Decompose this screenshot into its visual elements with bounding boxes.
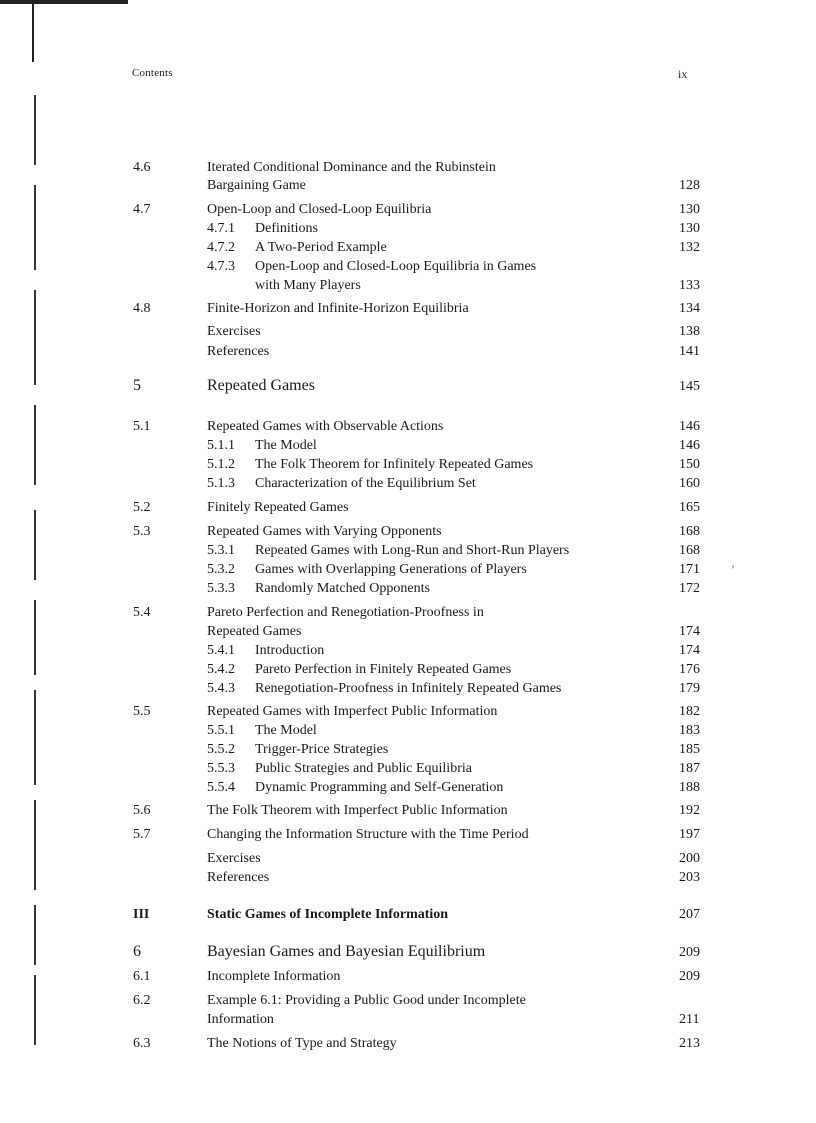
section-number: 5.5 <box>133 704 151 719</box>
subsection-number: 5.3.2 <box>207 562 235 577</box>
subsection-title: Trigger-Price Strategies <box>255 742 389 757</box>
toc-page-number: 174 <box>679 643 700 658</box>
scan-margin-line <box>34 975 36 1045</box>
toc-page-number: 138 <box>679 324 700 339</box>
subsection-title: Repeated Games with Long-Run and Short-Run Players <box>255 543 570 558</box>
exercises-entry: Exercises <box>207 851 261 866</box>
stray-mark: ’ <box>731 562 735 576</box>
section-number: 5.1 <box>133 419 151 434</box>
section-title: Example 6.1: Providing a Public Good under Incomplete <box>207 993 526 1008</box>
subsection-number: 5.5.4 <box>207 780 235 795</box>
subsection-title: Introduction <box>255 643 325 658</box>
toc-page-number: 132 <box>679 240 700 255</box>
toc-page-number: 207 <box>679 907 700 922</box>
subsection-number: 5.1.2 <box>207 457 235 472</box>
toc-page-number: 209 <box>679 969 700 984</box>
toc-page-number: 133 <box>679 278 700 293</box>
toc-page-number: 203 <box>679 870 700 885</box>
scan-margin-line <box>34 290 36 385</box>
section-number: 5.6 <box>133 803 151 818</box>
toc-page-number: 213 <box>679 1036 700 1051</box>
section-title: Finitely Repeated Games <box>207 500 349 515</box>
subsection-number: 4.7.1 <box>207 221 235 236</box>
section-number: 5.4 <box>133 605 151 620</box>
section-title: Open-Loop and Closed-Loop Equilibria <box>207 202 432 217</box>
section-title: The Notions of Type and Strategy <box>207 1036 397 1051</box>
toc-page-number: 146 <box>679 438 700 453</box>
subsection-number: 5.5.1 <box>207 723 235 738</box>
toc-page-number: 183 <box>679 723 700 738</box>
toc-page-number: 172 <box>679 581 700 596</box>
section-title: Incomplete Information <box>207 969 341 984</box>
section-title: The Folk Theorem with Imperfect Public Information <box>207 803 508 818</box>
toc-page-number: 200 <box>679 851 700 866</box>
toc-page-number: 197 <box>679 827 700 842</box>
toc-page-number: 145 <box>679 379 700 394</box>
toc-page-number: 168 <box>679 543 700 558</box>
subsection-number: 5.4.2 <box>207 662 235 677</box>
subsection-number: 4.7.2 <box>207 240 235 255</box>
subsection-number: 5.1.1 <box>207 438 235 453</box>
subsection-title: The Model <box>255 438 317 453</box>
toc-page-number: 185 <box>679 742 700 757</box>
scan-margin-line <box>34 405 36 485</box>
subsection-number: 5.3.1 <box>207 543 235 558</box>
toc-page-number: 182 <box>679 704 700 719</box>
subsection-number: 4.7.3 <box>207 259 235 274</box>
subsection-title: Public Strategies and Public Equilibria <box>255 761 472 776</box>
scan-margin-line <box>34 905 36 965</box>
scan-margin-line <box>34 690 36 785</box>
scan-margin-line <box>34 185 36 270</box>
toc-page-number: 192 <box>679 803 700 818</box>
subsection-title: Games with Overlapping Generations of Players <box>255 562 527 577</box>
subsection-title: Open-Loop and Closed-Loop Equilibria in Games <box>255 259 537 274</box>
section-title: Finite-Horizon and Infinite-Horizon Equilibria <box>207 301 469 316</box>
toc-page-number: 128 <box>679 178 700 193</box>
toc-page-number: 209 <box>679 945 700 960</box>
section-title: Repeated Games with Varying Opponents <box>207 524 442 539</box>
section-title: Iterated Conditional Dominance and the Rubinstein <box>207 160 496 175</box>
part-title: Static Games of Incomplete Information <box>207 907 449 922</box>
chapter-number: 6 <box>133 943 141 960</box>
subsection-number: 5.5.2 <box>207 742 235 757</box>
running-header: Contents <box>132 67 173 79</box>
section-title: Changing the Information Structure with the Time Period <box>207 827 529 842</box>
subsection-title: Characterization of the Equilibrium Set <box>255 476 476 491</box>
section-number: 4.6 <box>133 160 151 175</box>
part-number: III <box>133 907 150 922</box>
section-title: Pareto Perfection and Renegotiation-Proofness in <box>207 605 484 620</box>
section-number: 4.7 <box>133 202 151 217</box>
scan-margin-line <box>34 600 36 675</box>
scan-margin-line <box>34 510 36 580</box>
toc-page-number: 130 <box>679 202 700 217</box>
section-number: 6.2 <box>133 993 151 1008</box>
section-number: 5.3 <box>133 524 151 539</box>
chapter-title: Repeated Games <box>207 377 315 394</box>
toc-page-number: 134 <box>679 301 700 316</box>
toc-page-number: 179 <box>679 681 700 696</box>
subsection-title: Randomly Matched Opponents <box>255 581 430 596</box>
toc-page-number: 171 <box>679 562 700 577</box>
scan-border-corner <box>32 0 34 62</box>
page-number: ix <box>678 67 688 81</box>
toc-page-number: 211 <box>679 1012 700 1027</box>
section-number: 5.7 <box>133 827 151 842</box>
toc-page-number: 174 <box>679 624 700 639</box>
section-title: Repeated Games with Imperfect Public Information <box>207 704 498 719</box>
subsection-title-continued: with Many Players <box>255 278 361 293</box>
toc-page-number: 146 <box>679 419 700 434</box>
section-number: 6.1 <box>133 969 151 984</box>
references-entry: References <box>207 344 270 359</box>
subsection-number: 5.3.3 <box>207 581 235 596</box>
subsection-title: A Two-Period Example <box>255 240 387 255</box>
toc-page-number: 168 <box>679 524 700 539</box>
subsection-number: 5.4.1 <box>207 643 235 658</box>
toc-page-number: 150 <box>679 457 700 472</box>
subsection-title: Dynamic Programming and Self-Generation <box>255 780 504 795</box>
toc-page-number: 165 <box>679 500 700 515</box>
subsection-title: Definitions <box>255 221 318 236</box>
chapter-title: Bayesian Games and Bayesian Equilibrium <box>207 943 486 960</box>
chapter-number: 5 <box>133 377 141 394</box>
scan-margin-line <box>34 800 36 890</box>
section-number: 4.8 <box>133 301 151 316</box>
section-title-continued: Repeated Games <box>207 624 302 639</box>
section-title: Repeated Games with Observable Actions <box>207 419 444 434</box>
exercises-entry: Exercises <box>207 324 261 339</box>
toc-page-number: 176 <box>679 662 700 677</box>
toc-page-number: 141 <box>679 344 700 359</box>
subsection-title: The Model <box>255 723 317 738</box>
section-number: 5.2 <box>133 500 151 515</box>
subsection-title: The Folk Theorem for Infinitely Repeated Games <box>255 457 534 472</box>
subsection-number: 5.1.3 <box>207 476 235 491</box>
toc-page-number: 130 <box>679 221 700 236</box>
references-entry: References <box>207 870 270 885</box>
subsection-title: Renegotiation-Proofness in Infinitely Repeated Games <box>255 681 562 696</box>
subsection-number: 5.4.3 <box>207 681 235 696</box>
section-title-continued: Information <box>207 1012 274 1027</box>
scan-border-top <box>0 0 128 4</box>
section-number: 6.3 <box>133 1036 151 1051</box>
subsection-title: Pareto Perfection in Finitely Repeated Games <box>255 662 512 677</box>
toc-page-number: 187 <box>679 761 700 776</box>
toc-page-number: 160 <box>679 476 700 491</box>
section-title-continued: Bargaining Game <box>207 178 306 193</box>
scan-margin-line <box>34 95 36 165</box>
subsection-number: 5.5.3 <box>207 761 235 776</box>
toc-page-number: 188 <box>679 780 700 795</box>
